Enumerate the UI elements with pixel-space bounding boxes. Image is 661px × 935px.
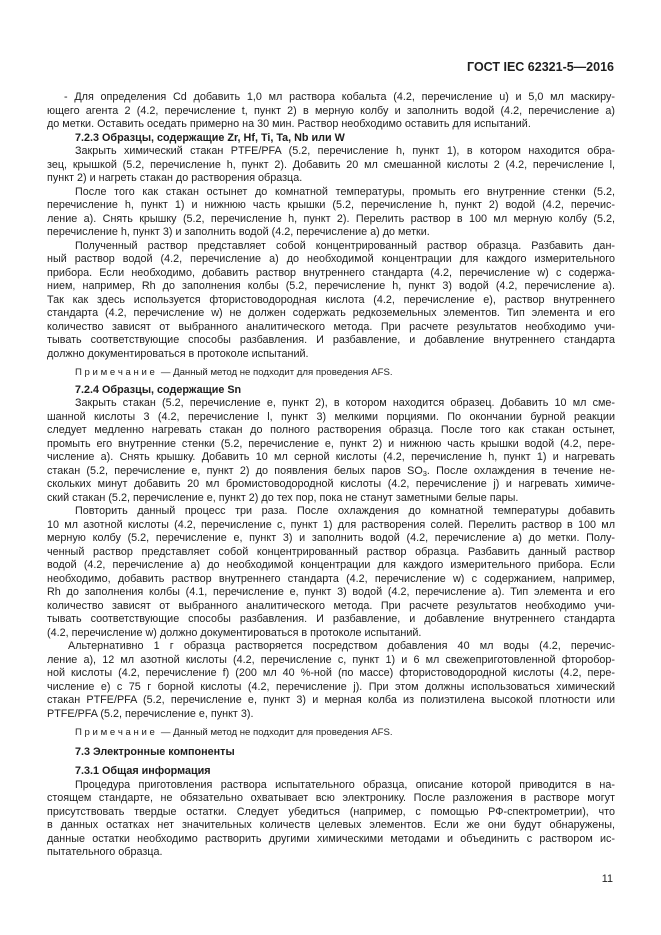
text-fragment: . После охлаждения в течение не- [426, 464, 615, 477]
text-line: числение а). Снять крышку. Добавить 10 мл серной кислоты (4.2, перечисление h, пункт 1) и нагревать [47, 451, 615, 463]
text-line: Альтернативно 1 г образца растворяется посредством добавления 40 мл воды (4.2, перечис- [68, 640, 615, 652]
text-line: ление а), 12 мл азотной кислоты (4.2, перечисление с, пункт 1) и 6 мл свежеприготовленной фторобор- [47, 653, 615, 666]
text-fragment: стакан (5.2, перечисление е, пункт 2) до появления белых паров SO [47, 464, 423, 477]
document-body [47, 91, 615, 860]
text-line: Так как здесь используется фтористоводородная кислота (4.2, перечисление е), раствор внутреннего [47, 293, 615, 306]
text-line: Повторить данный процесс три раза. После охлаждения до комнатной температуры добавить [75, 505, 615, 517]
text-line: мерную колбу (5.2, перечисление е, пункт 3) и заполнить водой (4.2, перечисление а) до метки. Полу- [47, 532, 615, 544]
text-line: необходимо, добавить раствор внутреннего стандарта (4.2, перечисление w) с содержанием, например, [47, 572, 615, 585]
paragraph [47, 145, 615, 186]
paragraph [47, 640, 615, 721]
paragraph [47, 186, 615, 240]
text-line: до метки. Оставить оседать примерно на 30 мин. Раствор необходимо оставить для испытаний. [47, 118, 531, 130]
section-heading-7-2-3: 7.2.3 Образцы, содержащие Zr, Hf, Ti, Ta, Nb или W [75, 131, 345, 144]
page-number: 11 [601, 873, 613, 885]
subscript: 3 [422, 468, 427, 478]
list-item-cd [47, 91, 615, 132]
text-line: ющего агента 2 (4.2, перечисление t, пункт 2) в мерную колбу и заполнить водой (4.2, перечисление а) [47, 104, 615, 117]
text-line: количество зависят от выбранного аналитического метода. При расчете результатов необходимо учи- [47, 320, 615, 333]
text-line: Закрыть стакан (5.2, перечисление е, пункт 2), в котором находится образец. Добавить 10 мл сме- [75, 397, 615, 409]
text-line: Закрыть химический стакан PTFE/PFA (5.2, перечисление h, пункт 1), в котором находится обра- [75, 145, 615, 157]
paragraph [47, 240, 615, 362]
text-line: ский стакан (5.2, перечисление е, пункт 2) до тех пор, пока не станут заметными белые пары. [47, 491, 519, 504]
text-line: пункт 2) и нагреть стакан до растворения образца. [47, 172, 303, 184]
text-line: 10 мл азотной кислоты (4.2, перечисление с, пункт 1) для растворения солей. Перелить раствор в 100 мл [47, 518, 615, 531]
running-header: ГОСТ IEC 62321-5—2016 [467, 60, 614, 74]
text-line: - Для определения Cd добавить 1,0 мл раствора кобальта (4.2, перечисление u) и 5,0 мл маскиру- [64, 91, 615, 103]
paragraph [47, 505, 615, 640]
note-text: — Данный метод не подходит для проведения AFS. [160, 367, 393, 378]
text-line: ченный раствор представляет собой концентрированный раствор образца. Разбавить данный раствор [47, 545, 615, 558]
note [47, 726, 615, 740]
note-label: П р и м е ч а н и е [75, 727, 155, 738]
text-line: водой (4.2, перечисление а) до необходимой концентрации для каждого измерительного прибора. Если [47, 559, 615, 571]
section-heading-7-3: 7.3 Электронные компоненты [75, 745, 235, 758]
text-line: шанной кислоты 3 (4.2, перечисление l, пункт 3) мелкими порциями. По окончании бурной реакции [47, 410, 615, 423]
text-line: скольких минут добавить 20 мл бромистоводородной кислоты (4.2, перечисление j) и нагревать химиче- [47, 478, 615, 490]
text-line: ление а). Снять крышку (5.2, перечисление h, пункт 2). Перелить раствор в 100 мл мерную колбу (5.2, [47, 212, 615, 225]
text-line: стоящем стандарте, не обязательно охватывает всю электронику. После разложения в растворе могут [47, 792, 615, 804]
text-line: ный раствор водой (4.2, перечисление а) до необходимой концентрации для каждого измерительного [47, 253, 615, 265]
text-line: промыть его внутренние стенки (5.2, перечисление е, пункт 2) и нижнюю часть крышки водой (4.2, пере- [47, 437, 615, 450]
text-line: следует медленно нагревать стакан до полного растворения образца. После того как стакан остынет, [47, 424, 615, 436]
section-heading-7-3-1: 7.3.1 Общая информация [75, 765, 211, 777]
text-line: нием, например, Rh до заполнения колбы (5.2, перечисление h, пункт 3) водой (4.2, перечисление а). [47, 280, 615, 292]
text-line: Процедура приготовления раствора испытательного образца, описание которой приводится в на- [75, 778, 615, 791]
text-line: (4.2, перечисление w) должно документироваться в протоколе испытаний. [47, 626, 422, 639]
text-line: числение е) с 75 г борной кислоты (4.2, перечисление j). При этом должны использоваться химический [47, 680, 615, 693]
text-line: тывать соответствующие способы разбавления. И разбавление, и добавление внутреннего стандарта [47, 613, 615, 625]
text-line: зец, крышкой (5.2, перечисление h, пункт 2). Добавить 20 мл смешанной кислоты 2 (4.2, перечисление l, [47, 158, 615, 171]
text-line: Rh до заполнения колбы (4.1, перечисление е, пункт 3) водой (4.2, перечисление а). Тип элемента и его [47, 586, 615, 598]
text-line: данные остатки необходимо растворить другими химическими методами и объединить с раствором ис- [47, 832, 615, 845]
text-line: перечисление h, пункт 1) и нижнюю часть крышки (5.2, перечисление h, пункт 2) водой (4.2, перечис- [47, 199, 615, 211]
text-line: Полученный раствор представляет собой концентрированный раствор образца. Разбавить дан- [75, 239, 615, 252]
note-text: — Данный метод не подходит для проведения AFS. [160, 727, 393, 738]
text-line: После того как стакан остынет до комнатной температуры, промыть его внутренние стенки (5.2, [75, 185, 615, 198]
note [47, 366, 615, 380]
text-line: стакан PTFE/PFA (5.2, перечисление е, пункт 3) и мерная колба из полиэтилена высокой плотности или [47, 694, 615, 706]
text-line: количество зависят от выбранного аналитического метода. При расчете результатов необходимо учи- [47, 599, 615, 612]
text-line: прибора. Если необходимо, добавить раствор внутреннего стандарта (4.2, перечисление w) с содержа- [47, 266, 615, 279]
text-line: тывать соответствующие способы разбавления. И разбавление, и добавление внутреннего стандарта [47, 334, 615, 346]
paragraph [47, 779, 615, 860]
text-line: стандарта (4.2, перечисление w) не должен содержать редкоземельных элементов. Тип элемента и его [47, 307, 615, 319]
text-line [47, 465, 615, 479]
section-heading-7-2-4: 7.2.4 Образцы, содержащие Sn [75, 383, 242, 396]
text-line: перечисление h, пункт 3) и заполнить водой (4.2, перечисление а) до метки. [47, 226, 430, 238]
text-line: в данных остатках нет значительных количеств целевых элементов. Если же они будут обнаружены, [47, 819, 615, 831]
text-line: присутствовать твердые остатки. Следует убедиться (например, с помощью РФ-спектрометрии), что [47, 805, 615, 818]
text-line: ной кислоты (4.2, перечисление f) (200 мл 40 %-ной (по массе) фтористоводородной кислоты (4.2, пере- [47, 667, 615, 679]
text-line: должно документироваться в протоколе испытаний. [47, 347, 309, 360]
text-line: PTFE/PFA (5.2, перечисление е, пункт 3). [47, 707, 254, 720]
text-line: пытательного образца. [47, 846, 163, 858]
paragraph [47, 397, 615, 505]
note-label: П р и м е ч а н и е [75, 367, 155, 378]
